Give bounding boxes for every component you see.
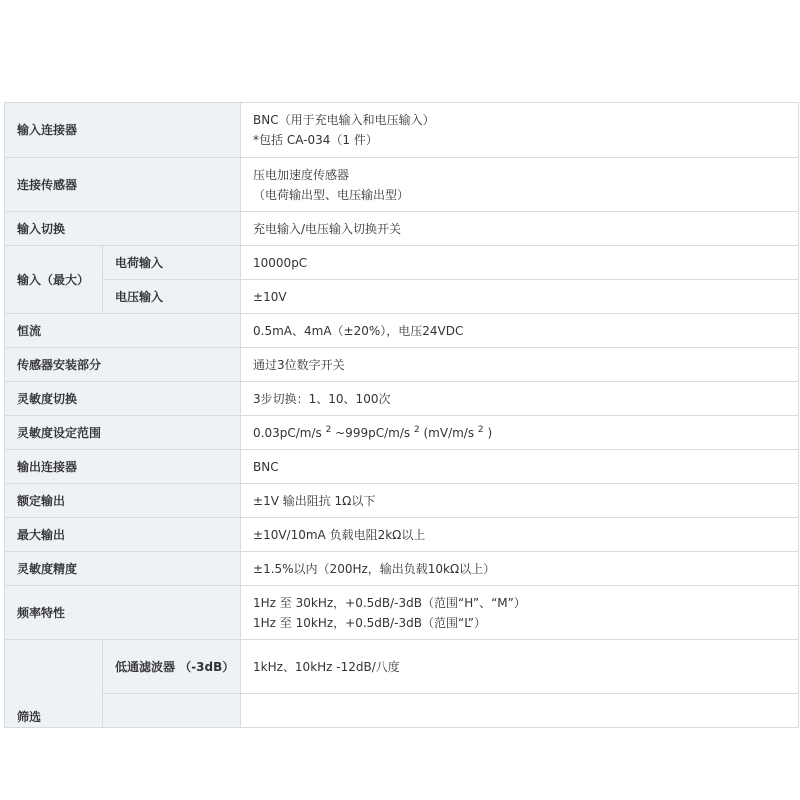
spec-table <box>4 102 799 728</box>
table-row <box>5 450 799 484</box>
spec-table-container <box>4 102 798 724</box>
row-label-filter: 筛选 <box>5 640 103 728</box>
table-row <box>5 158 799 212</box>
row-label-input-switch: 输入切换 <box>5 212 241 246</box>
value-line: （电荷输出型、电压输出型） <box>253 187 410 202</box>
row-value-output-connector: BNC <box>241 450 799 484</box>
row-label-max-output: 最大输出 <box>5 518 241 552</box>
row-value-lowpass-filter: 1kHz、10kHz -12dB/八度 <box>241 640 799 694</box>
value-line: *包括 CA-034（1 件） <box>253 133 378 147</box>
table-row <box>5 518 799 552</box>
row-label-sensor-mount: 传感器安装部分 <box>5 348 241 382</box>
row-label-input-connector: 输入连接器 <box>5 103 241 158</box>
row-value-input-connector <box>241 103 799 158</box>
row-value-empty <box>241 694 799 728</box>
row-value-sensitivity-range <box>241 416 799 450</box>
row-label-input-max: 输入（最大） <box>5 246 103 314</box>
row-value-frequency-response <box>241 586 799 640</box>
table-row <box>5 694 799 728</box>
row-label-constant-current: 恒流 <box>5 314 241 348</box>
row-sublabel-charge-input: 电荷输入 <box>103 246 241 280</box>
row-value-input-switch: 充电输入/电压输入切换开关 <box>241 212 799 246</box>
row-label-sensitivity-range: 灵敏度设定范围 <box>5 416 241 450</box>
row-value-voltage-input: ±10V <box>241 280 799 314</box>
value-text: ~999pC/m/s <box>331 425 414 440</box>
row-sublabel-lowpass-filter <box>103 640 241 694</box>
table-row <box>5 416 799 450</box>
table-row <box>5 382 799 416</box>
value-line: BNC（用于充电输入和电压输入） <box>253 113 435 127</box>
value-text: 0.03pC/m/s <box>253 425 326 440</box>
table-row <box>5 552 799 586</box>
row-sublabel-voltage-input: 电压输入 <box>103 280 241 314</box>
row-label-sensitivity-accuracy: 灵敏度精度 <box>5 552 241 586</box>
value-line: 低通滤波器 <box>115 659 176 674</box>
value-line: 压电加速度传感器 <box>253 167 350 182</box>
value-line: （-3dB） <box>179 659 235 674</box>
table-row <box>5 280 799 314</box>
row-value-max-output: ±10V/10mA 负载电阻2kΩ以上 <box>241 518 799 552</box>
table-row <box>5 246 799 280</box>
superscript: 2 <box>477 424 484 435</box>
table-row <box>5 586 799 640</box>
row-label-frequency-response: 频率特性 <box>5 586 241 640</box>
row-value-sensitivity-switch: 3步切换：1、10、100次 <box>241 382 799 416</box>
row-value-constant-current: 0.5mA、4mA（±20%），电压24VDC <box>241 314 799 348</box>
superscript: 2 <box>325 424 332 435</box>
row-label-output-connector: 输出连接器 <box>5 450 241 484</box>
table-row <box>5 314 799 348</box>
row-label-sensitivity-switch: 灵敏度切换 <box>5 382 241 416</box>
value-text: ) <box>483 425 493 440</box>
row-label-rated-output: 额定输出 <box>5 484 241 518</box>
value-line: 1Hz 至 10kHz，+0.5dB/-3dB（范围“L”） <box>253 615 486 630</box>
value-line: 1Hz 至 30kHz，+0.5dB/-3dB（范围“H”、“M”） <box>253 595 526 610</box>
row-value-sensor-mount: 通过3位数字开关 <box>241 348 799 382</box>
row-sublabel-empty <box>103 694 241 728</box>
table-row <box>5 484 799 518</box>
table-row <box>5 348 799 382</box>
row-value-sensitivity-accuracy: ±1.5%以内（200Hz，输出负载10kΩ以上） <box>241 552 799 586</box>
value-text: (mV/m/s <box>419 425 478 440</box>
row-value-charge-input: 10000pC <box>241 246 799 280</box>
row-label-connected-sensor: 连接传感器 <box>5 158 241 212</box>
row-value-rated-output: ±1V 输出阻抗 1Ω以下 <box>241 484 799 518</box>
table-row <box>5 640 799 694</box>
table-row <box>5 103 799 158</box>
row-value-connected-sensor <box>241 158 799 212</box>
table-row <box>5 212 799 246</box>
superscript: 2 <box>413 424 420 435</box>
